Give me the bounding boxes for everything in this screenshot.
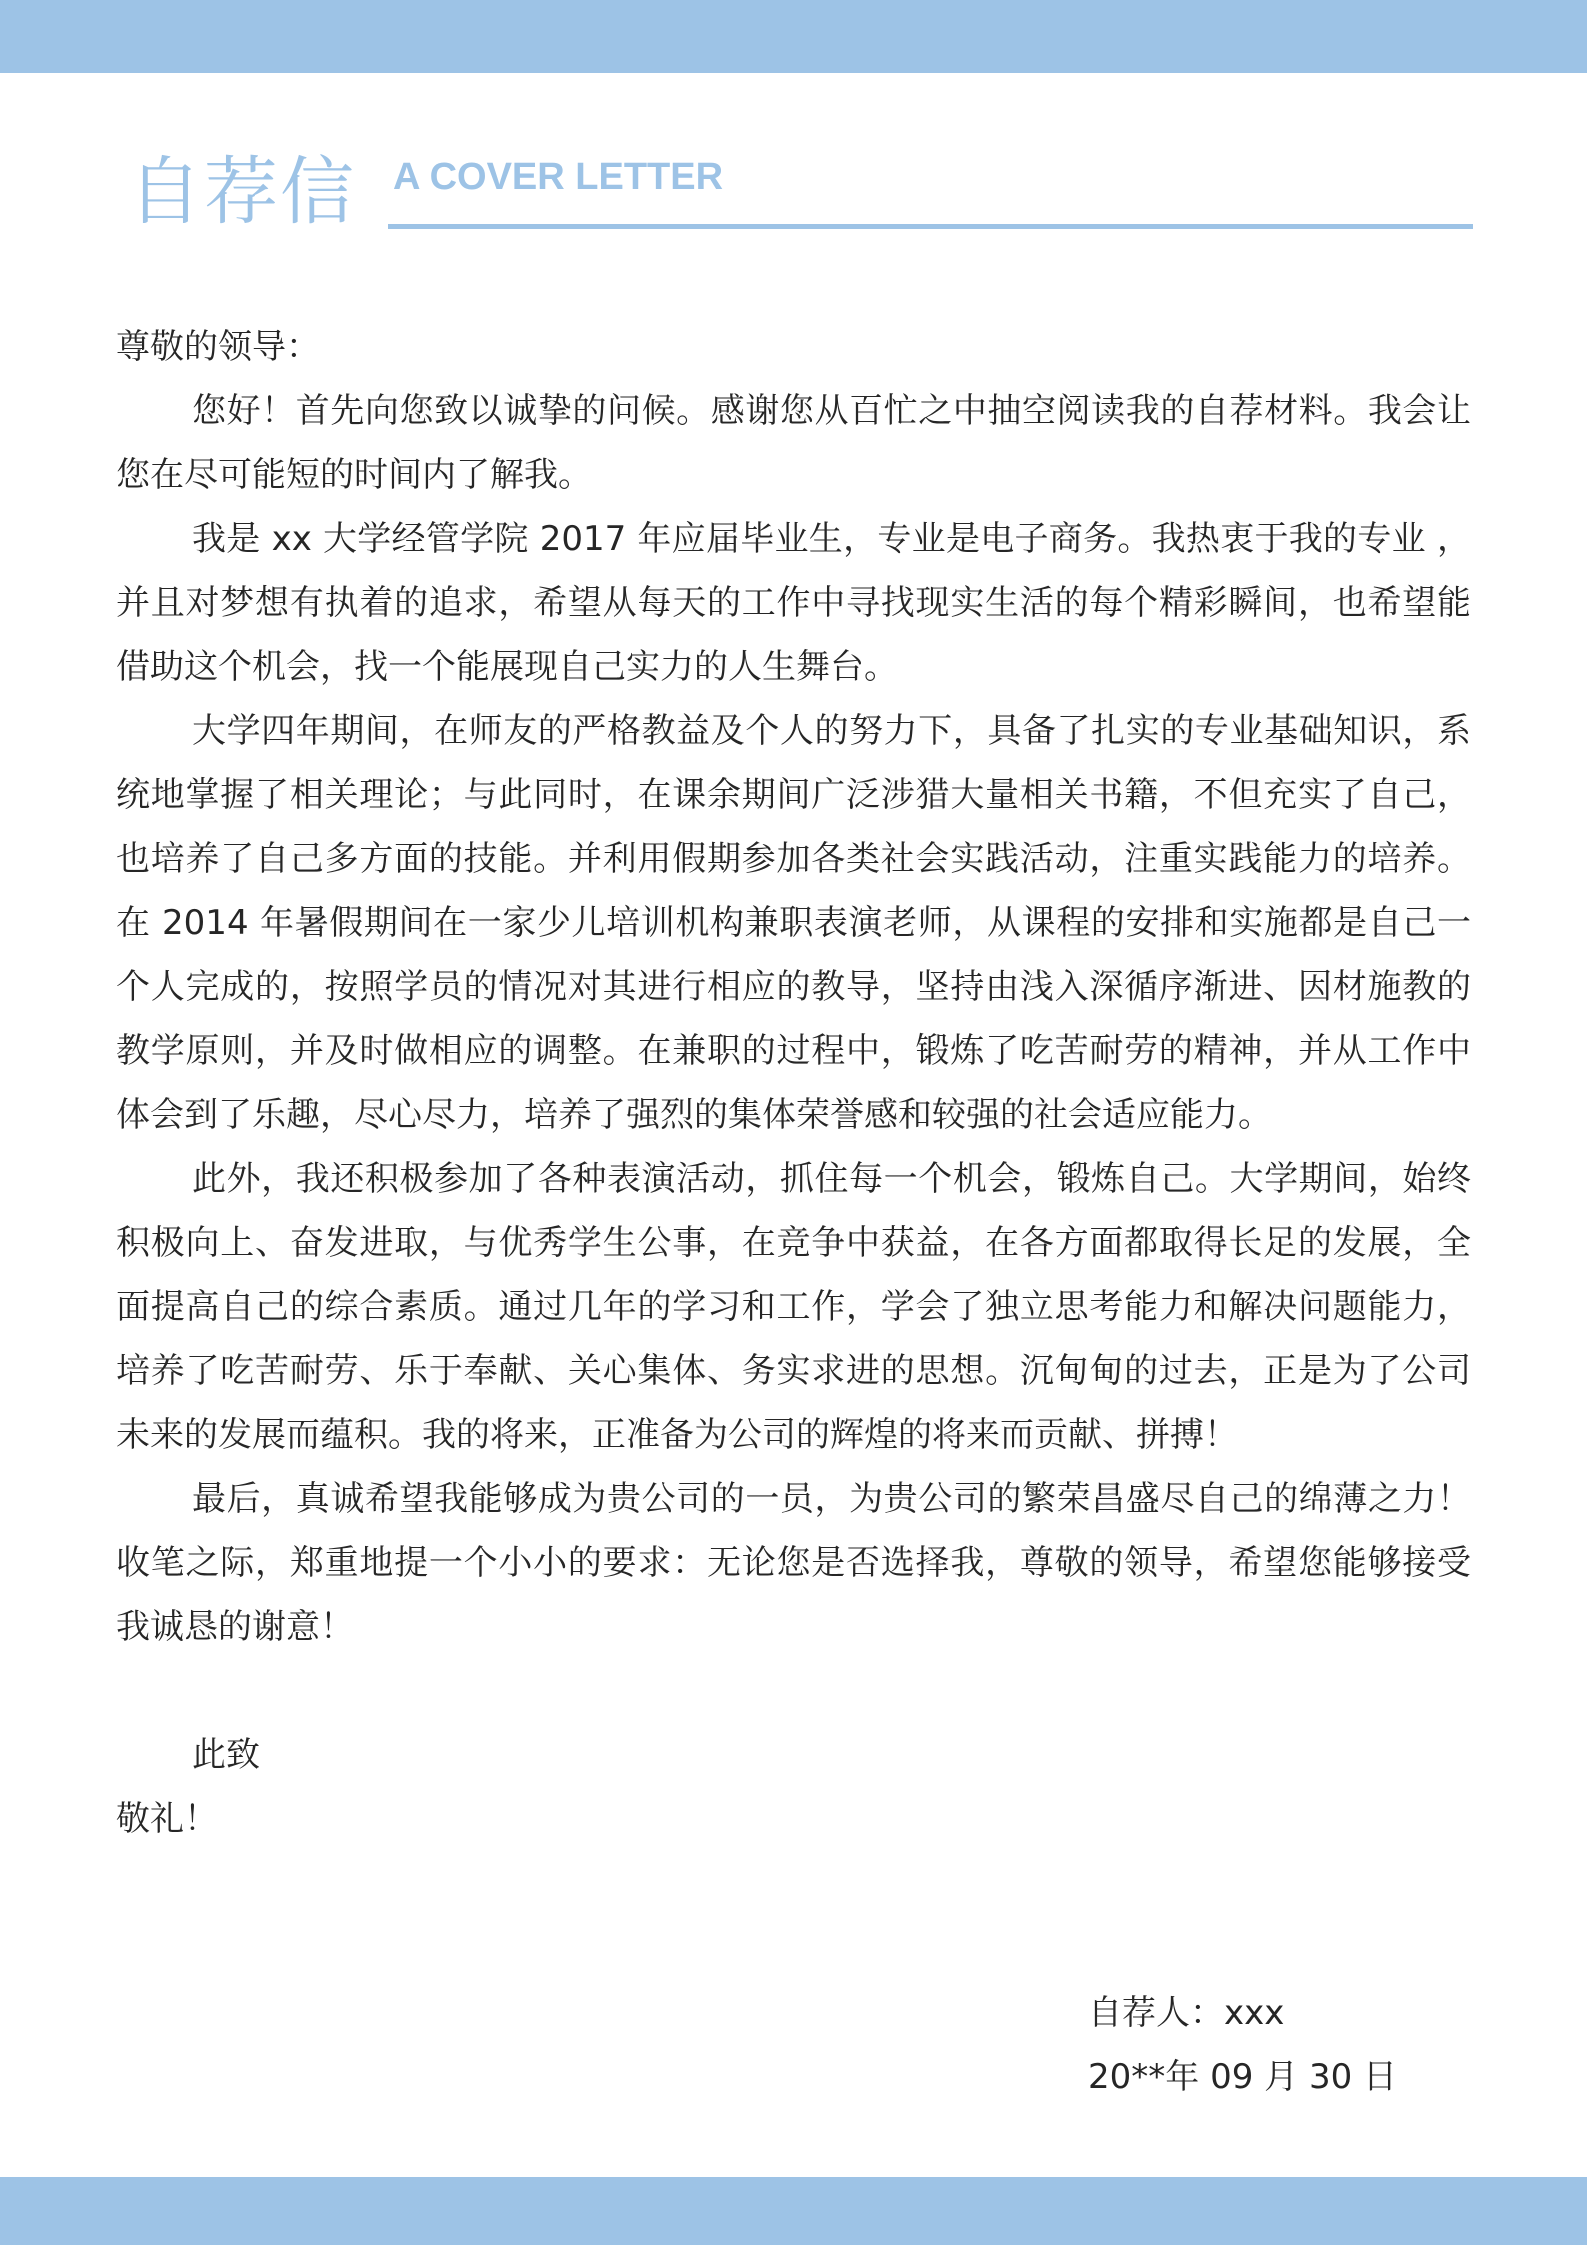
bottom-color-band <box>0 2177 1587 2245</box>
paragraph-conclusion: 最后，真诚希望我能够成为贵公司的一员，为贵公司的繁荣昌盛尽自己的绵薄之力！收笔之际，郑重地提一个小小的要求：无论您是否选择我，尊敬的领导，希望您能够接受我诚恳的谢意！ <box>116 1479 1471 1647</box>
title-divider <box>388 224 1473 229</box>
top-color-band <box>0 0 1587 73</box>
page-title: 自荐信 <box>128 149 356 235</box>
paragraph-introduction: 我是 xx 大学经管学院 2017 年应届毕业生，专业是电子商务。我热衷于我的专业 ，并且对梦想有执着的追求，希望从每天的工作中寻找现实生活的每个精彩瞬间，也希望能借助这个机会，找一个能展现自己实力的人生舞台。 <box>116 519 1471 687</box>
signature-date: 20**年 09 月 30 日 <box>1088 2057 1398 2097</box>
spacer <box>116 1659 1471 1723</box>
paragraph-university-experience: 大学四年期间，在师友的严格教益及个人的努力下，具备了扎实的专业基础知识，系统地掌握了相关理论；与此同时，在课余期间广泛涉猎大量相关书籍，不但充实了自己，也培养了自己多方面的技能。并利用假期参加各类社会实践活动，注重实践能力的培养。在 2014 年暑假期间在一家少儿培训机构兼职表演老师，从课程的安排和实施都是自己一个人完成的，按照学员的情况对其进行相应的教导，坚持由浅入深循序渐进、因材施教的教学原则，并及时做相应的调整。在兼职的过程中，锻炼了吃苦耐劳的精神，并从工作中体会到了乐趣，尽心尽力，培养了强烈的集体荣誉感和较强的社会适应能力。 <box>116 711 1471 1135</box>
paragraph-activities: 此外，我还积极参加了各种表演活动，抓住每一个机会，锻炼自己。大学期间，始终积极向上、奋发进取，与优秀学生公事，在竞争中获益，在各方面都取得长足的发展，全面提高自己的综合素质。通过几年的学习和工作，学会了独立思考能力和解决问题能力，培养了吃苦耐劳、乐于奉献、关心集体、务实求进的思想。沉甸甸的过去，正是为了公司未来的发展而蕴积。我的将来，正准备为公司的辉煌的将来而贡献、拼搏！ <box>116 1159 1471 1455</box>
closing-line-2: 敬礼！ <box>116 1799 218 1839</box>
page-subtitle: A COVER LETTER <box>393 156 724 198</box>
letter-body <box>116 315 1471 1851</box>
signature-block <box>1088 1981 1397 2109</box>
closing-line-1: 此致 <box>192 1735 260 1775</box>
salutation: 尊敬的领导： <box>116 327 320 367</box>
paragraph-greeting: 您好！首先向您致以诚挚的问候。感谢您从百忙之中抽空阅读我的自荐材料。我会让您在尽可能短的时间内了解我。 <box>116 391 1471 495</box>
signature-author: 自荐人：xxx <box>1088 1993 1285 2033</box>
